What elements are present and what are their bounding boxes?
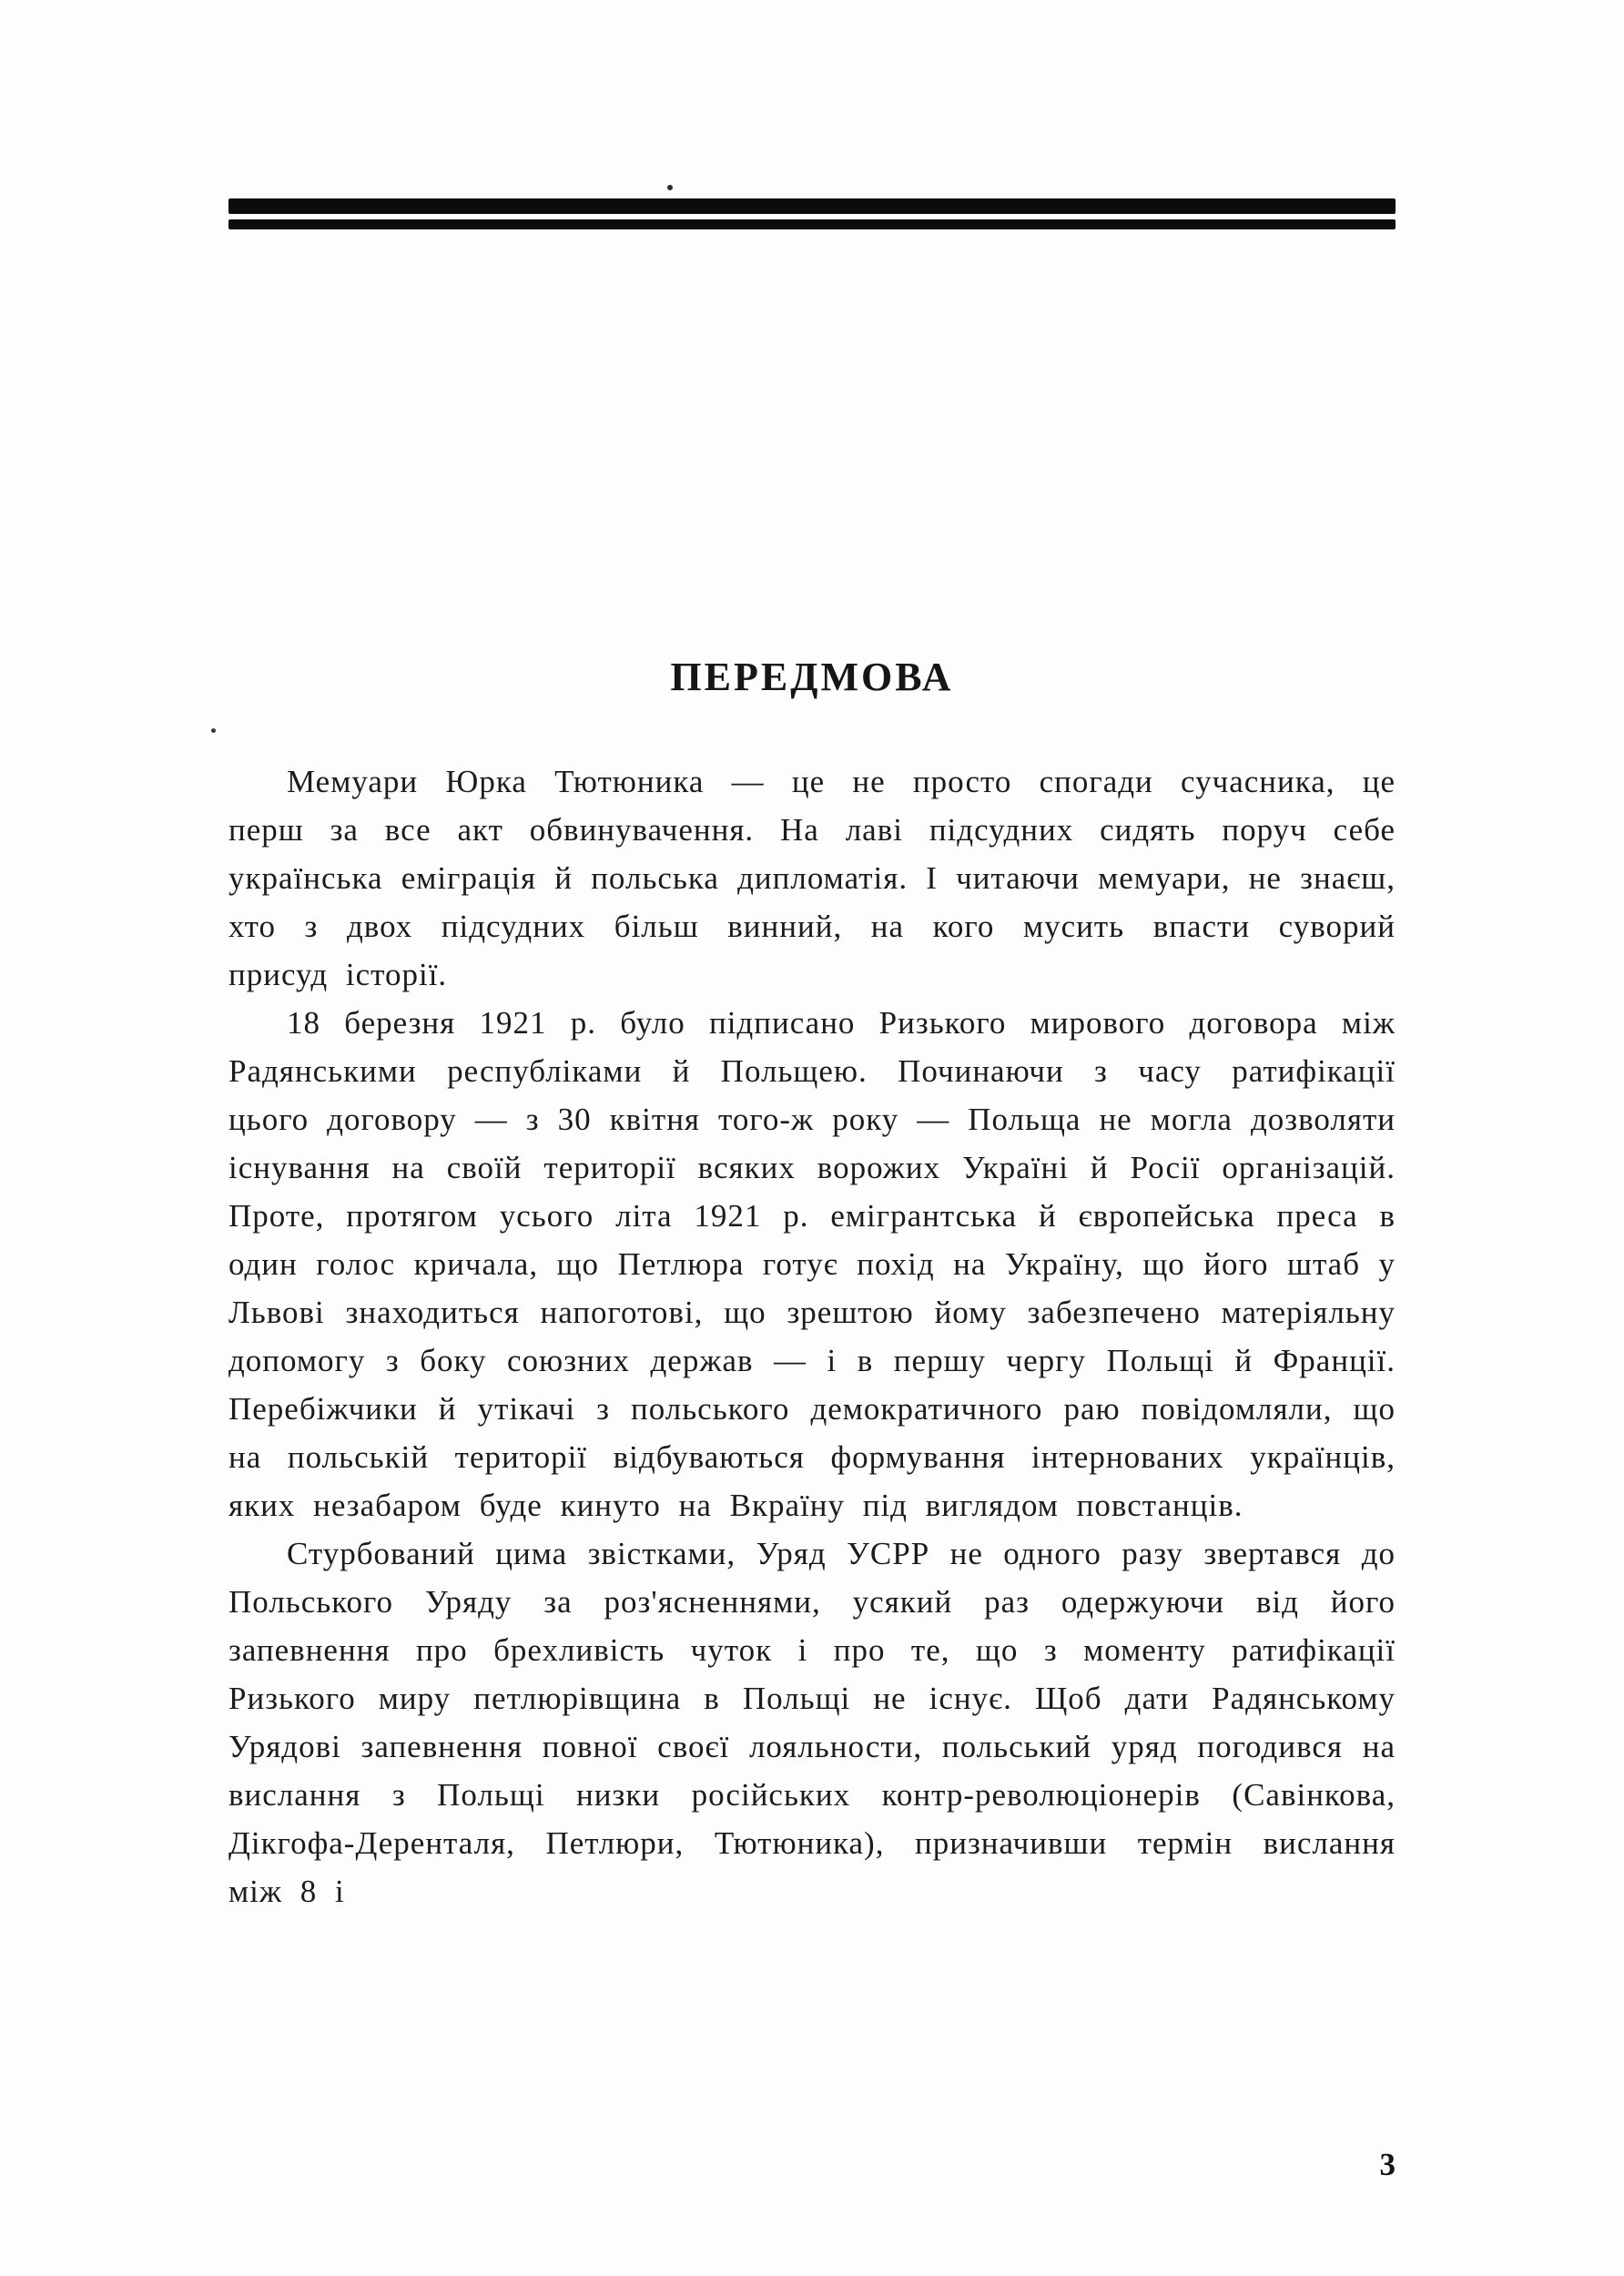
page-title: ПЕРЕДМОВА: [670, 655, 954, 699]
scan-speck: [667, 185, 673, 190]
paragraph-2: 18 березня 1921 р. було підписано Ризького мирового договора між Радянськими республіками й Польщею. Починаючи з часу ратифікації цього договору — з 30 квітня того-ж року — Польща не могла дозволяти існування на своїй території всяких ворожих Україні й Росії організацій. Проте, протягом усього літа 1921 р. емігрантська й європейська преса в один голос кричала, що Петлюра готує похід на Україну, що його штаб у Львові знаходиться напоготові, що зрештою йому забезпечено матеріяльну допомогу з боку союзних держав — і в першу чергу Польщі й Франції. Перебіжчики й утікачі з польського демократичного раю повідомляли, що на польській території відбуваються формування інтернованих українців, яких незабаром буде кинуто на Вкраїну під виглядом повстанців.: [228, 1005, 1396, 1523]
margin-mark: [211, 728, 216, 733]
top-rule: [228, 198, 1396, 229]
top-rule-thin-line: [228, 219, 1396, 229]
page-number: 3: [1379, 2147, 1396, 2182]
top-rule-thick-line: [228, 198, 1396, 214]
body-text: [228, 757, 1396, 1915]
paragraph-3: Стурбований цима звістками, Уряд УСРР не одного разу звертався до Польського Уряду за роз'ясненнями, усякий раз одержуючи від його запевнення про брехливість чуток і про те, що з моменту ратифікації Ризького миру петлюрівщина в Польщі не існує. Щоб дати Радянському Урядові запевнення повної своєї лояльности, польський уряд погодився на вислання з Польщі низки російських контр-революціонерів (Савінкова, Дікгофа-Деренталя, Петлюри, Тютюника), призначивши термін вислання між 8 і: [228, 1536, 1396, 1909]
paragraph-1: Мемуари Юрка Тютюника — це не просто спогади сучасника, це перш за все акт обвинувачення. На лаві підсудних сидять поруч себе українська еміграція й польська дипломатія. І читаючи мемуари, не знаєш, хто з двох підсудних більш винний, на кого мусить впасти суворий присуд історії.: [228, 764, 1396, 992]
